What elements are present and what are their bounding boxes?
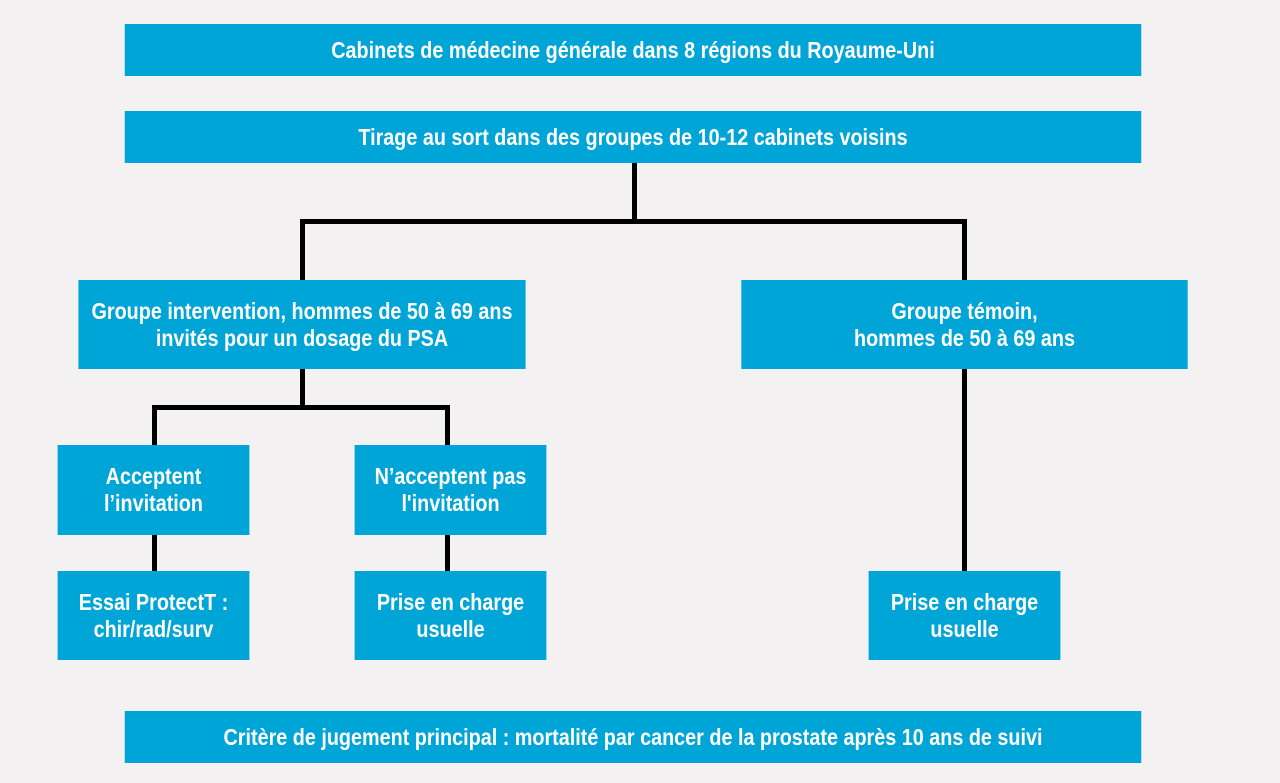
box-accept-invitation — [58, 445, 250, 535]
box-general-practices-line-1: Cabinets de médecine générale dans 8 régions du Royaume-Uni — [331, 36, 935, 63]
box-decline-invitation-line-1: N’acceptent pas — [374, 463, 527, 489]
connector-to-decline — [445, 405, 450, 445]
box-randomization — [125, 111, 1142, 163]
box-usual-care-control-line-1: Prise en charge — [890, 588, 1039, 615]
box-decline-invitation — [355, 445, 547, 535]
box-randomization-line-1: Tirage au sort dans des groupes de 10-12 cabinets voisins — [358, 123, 908, 150]
box-accept-invitation-line-1: Acceptent — [105, 463, 202, 489]
box-control-group — [741, 280, 1187, 369]
box-usual-care-control-line-2: usuelle — [930, 615, 999, 642]
box-usual-care-decline — [355, 571, 547, 660]
connector-rand-horizontal — [300, 219, 967, 224]
connector-to-control — [962, 219, 967, 280]
box-intervention-group-line-1: Groupe intervention, hommes de 50 à 69 ans — [91, 297, 513, 324]
box-protect-trial-line-1: Essai ProtectT : — [78, 588, 229, 615]
box-control-group-line-2: hommes de 50 à 69 ans — [854, 324, 1075, 351]
box-primary-endpoint-line-1: Critère de jugement principal : mortalité par cancer de la prostate après 10 ans de suivi — [223, 723, 1043, 750]
box-accept-invitation-line-2: l’invitation — [104, 490, 203, 516]
box-intervention-group-line-2: invités pour un dosage du PSA — [155, 324, 449, 351]
connector-accept-protect — [152, 535, 157, 571]
box-control-group-line-1: Groupe témoin, — [891, 297, 1038, 324]
connector-decline-usual — [445, 535, 450, 571]
connector-int-down — [300, 369, 305, 408]
box-protect-trial-line-2: chir/rad/surv — [93, 615, 214, 642]
box-usual-care-decline-line-1: Prise en charge — [376, 588, 525, 615]
connector-rand-down — [632, 163, 637, 221]
box-usual-care-decline-line-2: usuelle — [416, 615, 485, 642]
connector-int-horizontal — [152, 405, 450, 410]
connector-to-accept — [152, 405, 157, 445]
box-decline-invitation-line-2: l'invitation — [401, 490, 500, 516]
box-primary-endpoint — [125, 711, 1142, 763]
connector-to-intervention — [300, 219, 305, 280]
box-usual-care-control — [869, 571, 1061, 660]
box-protect-trial — [58, 571, 250, 660]
box-intervention-group — [78, 280, 525, 369]
box-general-practices — [125, 24, 1142, 76]
connector-control-usual — [962, 369, 967, 571]
